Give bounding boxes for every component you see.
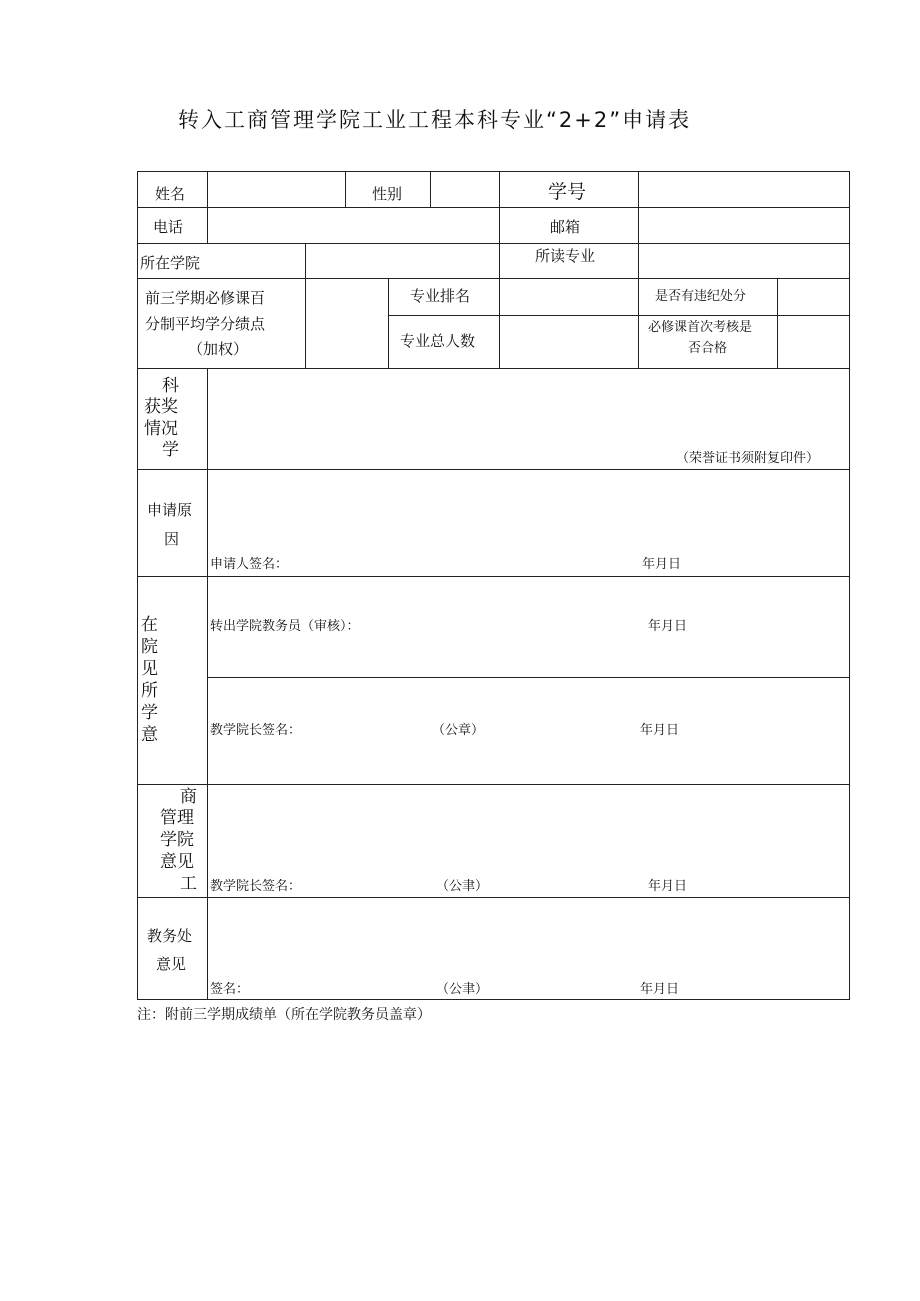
office-date-label: 年月日	[640, 982, 680, 997]
bm-opinion-label-2: 管理	[160, 808, 194, 828]
bm-opinion-label-1: 商	[180, 787, 197, 807]
name-label: 姓名	[155, 185, 186, 203]
gpa-label-line-2: 分制平均学分绩点	[145, 315, 266, 333]
col-divider	[305, 243, 306, 368]
col-divider	[638, 278, 639, 368]
row-divider	[137, 278, 850, 279]
bm-seal-label: （公聿）	[436, 879, 489, 894]
office-signature-label: 签名：	[210, 982, 250, 997]
email-label: 邮箱	[550, 218, 581, 236]
col-divider	[207, 171, 208, 243]
col-divider	[499, 171, 500, 278]
reason-label-2: 因	[164, 530, 180, 548]
college-seal-label: （公章）	[432, 723, 485, 738]
discipline-label: 是否有违纪处分	[655, 289, 747, 304]
applicant-date-label: 年月日	[642, 557, 682, 572]
row-divider	[137, 576, 850, 577]
bm-opinion-label-3: 学院	[160, 830, 194, 850]
col-divider	[777, 278, 778, 368]
col-divider	[430, 171, 431, 207]
row-divider	[137, 469, 850, 470]
awards-label-4: 学	[162, 440, 179, 460]
college-opinion-label-6: 意	[141, 725, 158, 745]
college-opinion-label-2: 院	[141, 637, 158, 657]
row-divider	[137, 784, 850, 785]
reason-label-1: 申请原	[147, 501, 193, 519]
row-divider	[137, 243, 850, 244]
awards-label-3: 情况	[144, 419, 178, 439]
required-pass-label-1: 必修课首次考核是	[648, 320, 753, 335]
gender-label: 性别	[372, 185, 403, 203]
awards-label-1: 科	[162, 376, 179, 396]
college-dean-signature-label: 教学院长签名：	[210, 723, 302, 738]
clerk-date-label: 年月日	[648, 619, 688, 634]
row-divider	[388, 315, 850, 316]
college-dean-date-label: 年月日	[640, 723, 680, 738]
row-divider	[207, 677, 850, 678]
col-divider	[345, 171, 346, 207]
college-label: 所在学院	[140, 254, 201, 272]
clerk-review-label: 转出学院教务员（审核）：	[210, 619, 360, 634]
applicant-signature-label: 申请人签名：	[210, 557, 289, 572]
bm-date-label: 年月日	[648, 879, 688, 894]
awards-label-2: 获奖	[144, 397, 178, 417]
bm-opinion-label-4: 意见	[160, 852, 194, 872]
required-pass-label-2: 否合格	[688, 341, 728, 356]
form-title: 转入工商管理学院工业工程本科专业“2+2”申请表	[178, 108, 692, 132]
bm-dean-signature-label: 教学院长签名：	[210, 879, 302, 894]
row-divider	[137, 207, 850, 208]
col-divider	[207, 368, 208, 1000]
footnote: 注：附前三学期成绩单（所在学院教务员盖章）	[137, 1007, 431, 1023]
col-divider	[388, 278, 389, 368]
bm-opinion-label-5: 工	[180, 874, 197, 894]
col-divider	[499, 278, 500, 368]
awards-note: （荣誉证书须附复印件）	[676, 451, 820, 466]
college-opinion-label-5: 学	[141, 703, 158, 723]
student-id-label: 学号	[548, 181, 587, 203]
major-rank-label: 专业排名	[410, 287, 471, 305]
college-opinion-label-1: 在	[141, 615, 158, 635]
col-divider	[638, 171, 639, 278]
row-divider	[137, 368, 850, 369]
major-label: 所读专业	[535, 247, 596, 265]
college-opinion-label-3: 见	[141, 659, 158, 679]
phone-label: 电话	[153, 218, 184, 236]
major-total-label: 专业总人数	[400, 332, 476, 350]
office-seal-label: （公聿）	[436, 982, 489, 997]
office-opinion-label-1: 教务处	[147, 927, 193, 945]
gpa-label-line-3: （加权）	[188, 340, 249, 358]
college-opinion-label-4: 所	[141, 681, 158, 701]
gpa-label-line-1: 前三学期必修课百	[145, 289, 266, 307]
office-opinion-label-2: 意见	[156, 955, 187, 973]
row-divider	[137, 897, 850, 898]
